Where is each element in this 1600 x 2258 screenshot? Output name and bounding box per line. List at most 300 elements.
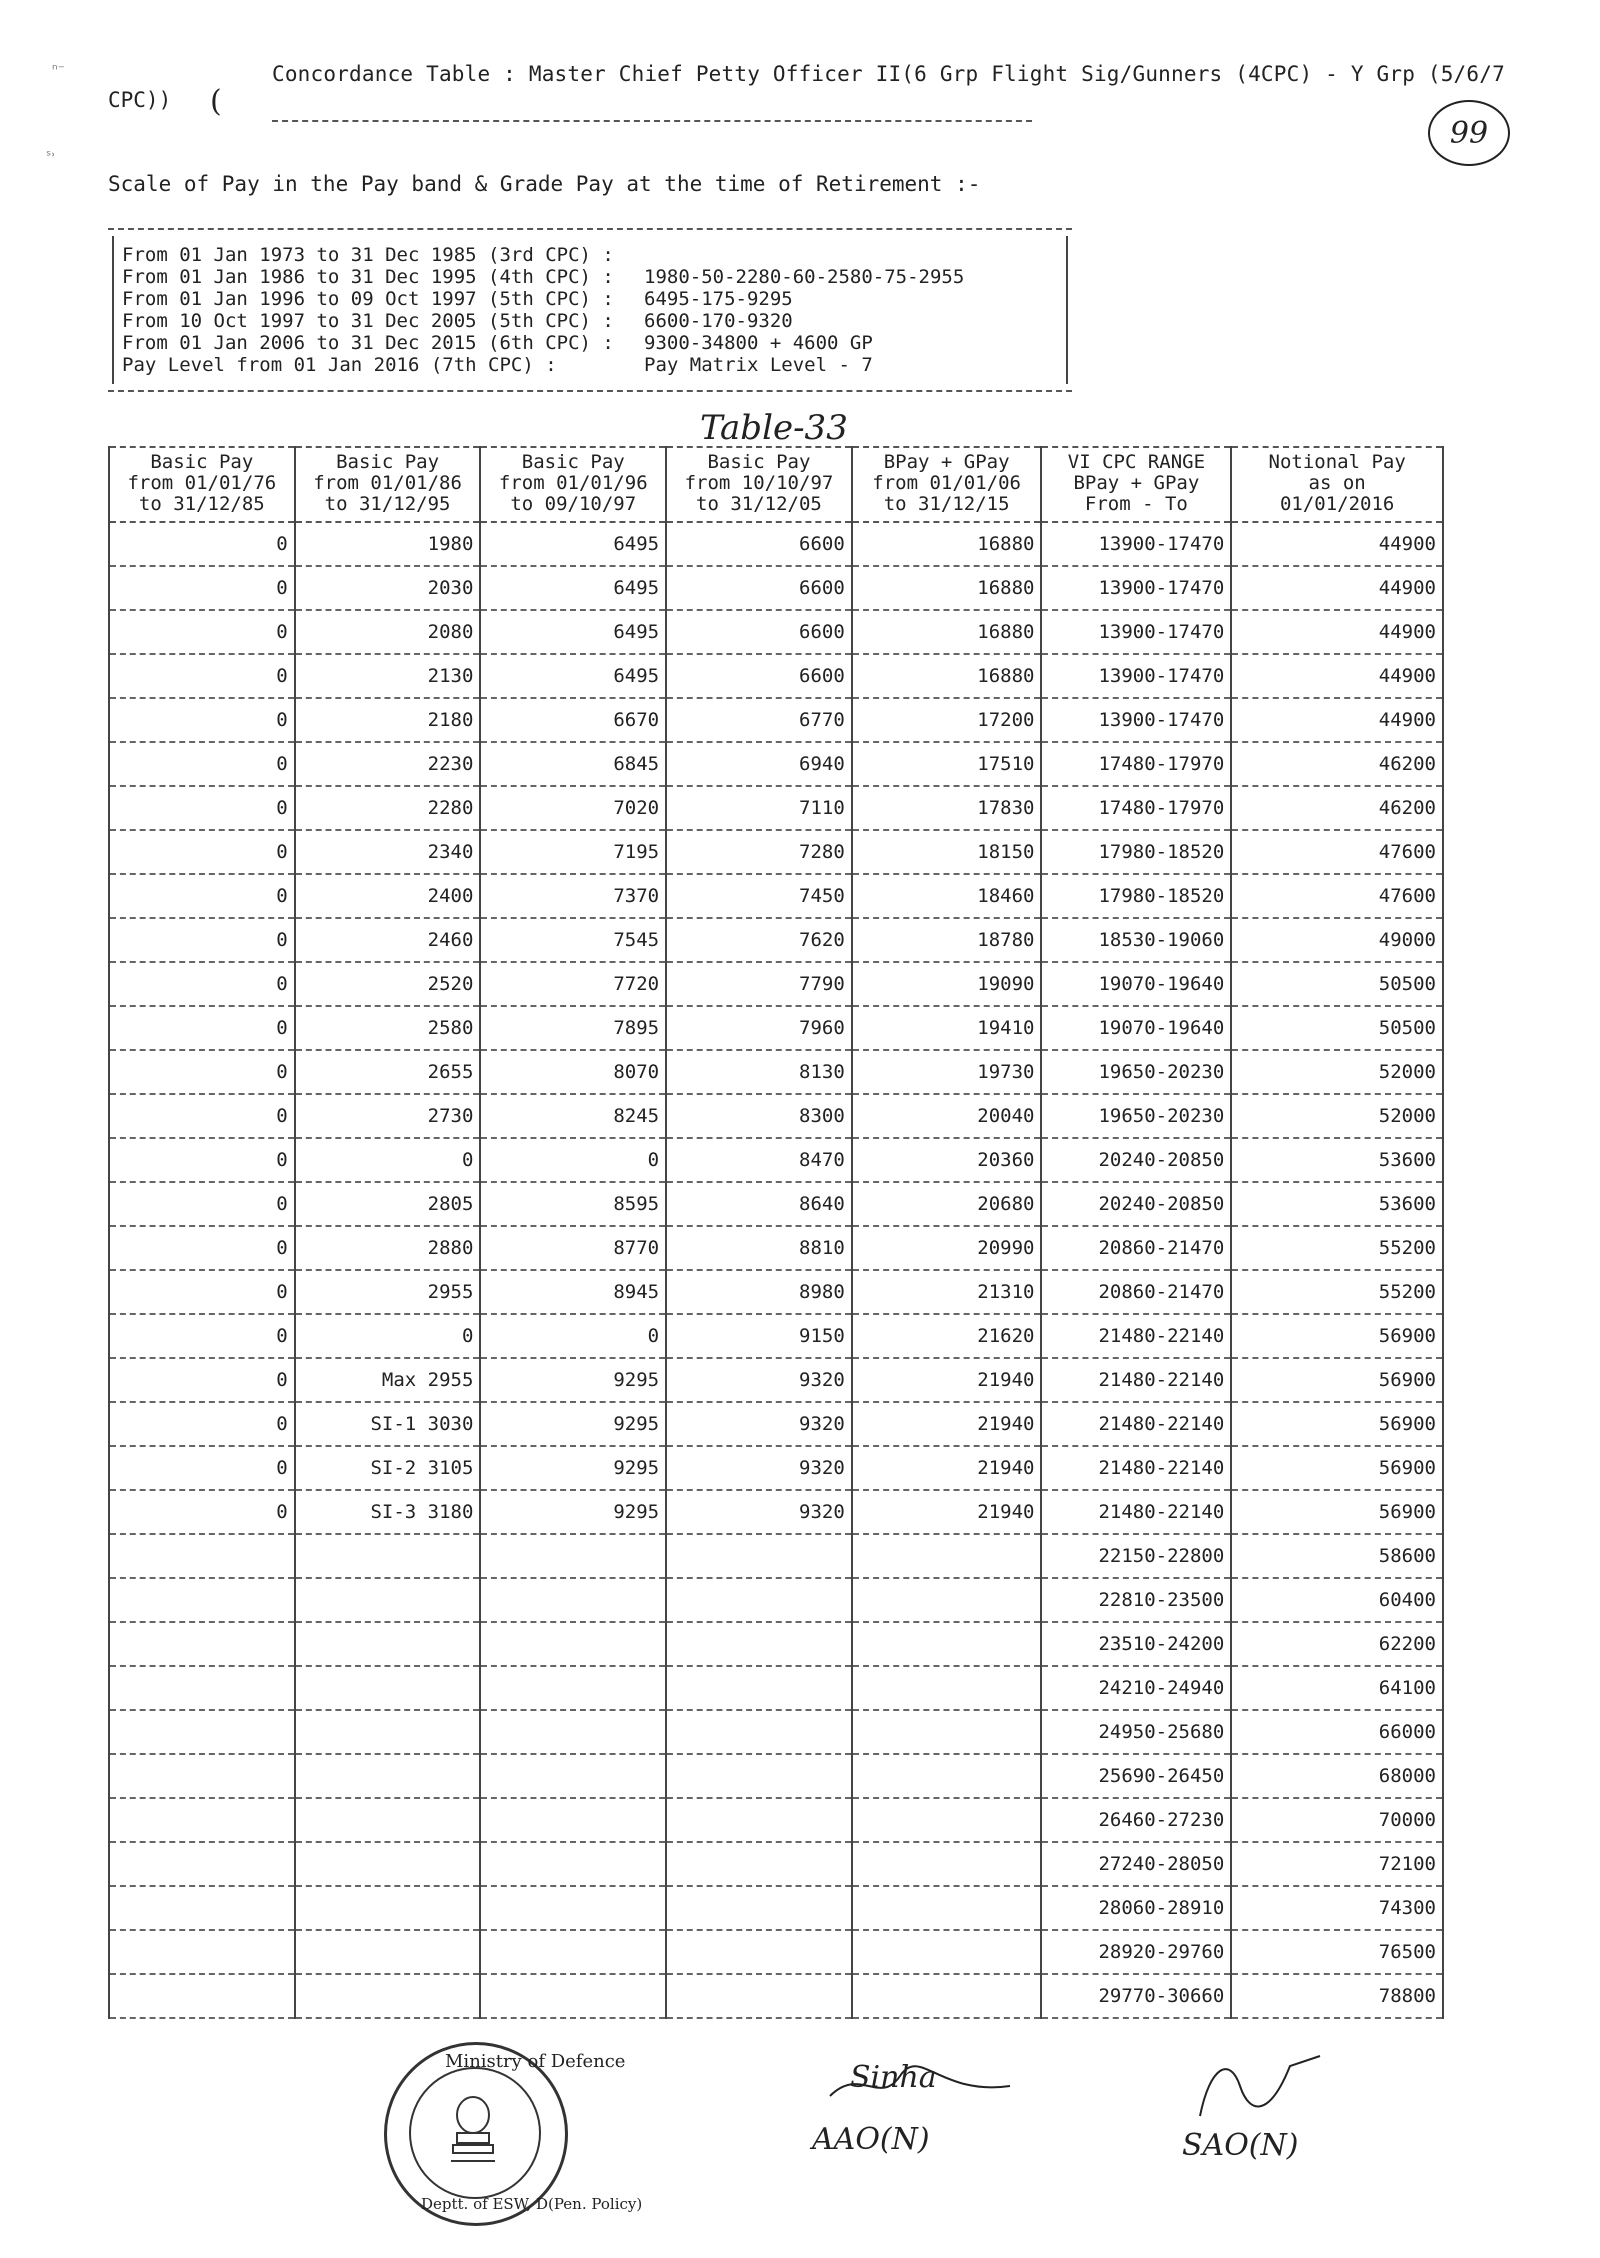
column-header-line: to 31/12/85: [138, 493, 265, 515]
table-cell: 24210-24940: [1041, 1666, 1231, 1710]
table-cell: 22150-22800: [1041, 1534, 1231, 1578]
table-row: [109, 698, 1443, 742]
table-cell: 13900-17470: [1041, 566, 1231, 610]
scale-heading: Scale of Pay in the Pay band & Grade Pay at the time of Retirement :-: [108, 172, 981, 196]
table-cell: 6495: [480, 566, 666, 610]
column-header-line: to 09/10/97: [510, 493, 637, 515]
column-header: [480, 447, 666, 522]
signature-2-designation: SAO(N): [1182, 2128, 1299, 2163]
table-cell: [852, 1886, 1042, 1930]
table-cell: 21940: [852, 1358, 1042, 1402]
table-cell: 0: [109, 566, 295, 610]
table-cell: 44900: [1231, 610, 1443, 654]
column-header-line: BPay + GPay: [883, 451, 1010, 473]
column-header: [666, 447, 852, 522]
table-cell: 20360: [852, 1138, 1042, 1182]
table-cell: 20240-20850: [1041, 1138, 1231, 1182]
table-cell: [480, 1710, 666, 1754]
table-row: [109, 522, 1443, 566]
table-cell: 17200: [852, 698, 1042, 742]
table-cell: 0: [109, 1094, 295, 1138]
table-row: [109, 1534, 1443, 1578]
column-header-line: from 01/01/86: [313, 472, 462, 494]
table-cell: 66000: [1231, 1710, 1443, 1754]
table-cell: [295, 1666, 481, 1710]
table-cell: 7370: [480, 874, 666, 918]
table-cell: 22810-23500: [1041, 1578, 1231, 1622]
column-header-line: Basic Pay: [336, 451, 440, 473]
table-cell: 21480-22140: [1041, 1402, 1231, 1446]
table-cell: 2080: [295, 610, 481, 654]
table-cell: 2580: [295, 1006, 481, 1050]
column-header-line: 01/01/2016: [1279, 493, 1395, 515]
table-row: [109, 1358, 1443, 1402]
table-cell: 50500: [1231, 1006, 1443, 1050]
table-cell: 44900: [1231, 698, 1443, 742]
table-row: [109, 1578, 1443, 1622]
table-cell: 2280: [295, 786, 481, 830]
table-cell: [109, 1798, 295, 1842]
table-cell: 9320: [666, 1490, 852, 1534]
table-row: [109, 1270, 1443, 1314]
table-cell: 17480-17970: [1041, 742, 1231, 786]
table-cell: 7720: [480, 962, 666, 1006]
table-cell: 17980-18520: [1041, 830, 1231, 874]
table-cell: 0: [109, 1358, 295, 1402]
table-cell: 7110: [666, 786, 852, 830]
table-row: [109, 918, 1443, 962]
column-header-line: to 31/12/05: [696, 493, 822, 515]
table-cell: [666, 1622, 852, 1666]
table-body: [109, 522, 1443, 2018]
page-number: 99: [1428, 100, 1510, 166]
table-cell: 18150: [852, 830, 1042, 874]
table-cell: 13900-17470: [1041, 654, 1231, 698]
table-cell: 7020: [480, 786, 666, 830]
table-cell: 27240-28050: [1041, 1842, 1231, 1886]
table-row: [109, 1094, 1443, 1138]
table-cell: 78800: [1231, 1974, 1443, 2018]
table-cell: 0: [295, 1314, 481, 1358]
table-row: [109, 1446, 1443, 1490]
table-cell: 21940: [852, 1402, 1042, 1446]
table-cell: 8130: [666, 1050, 852, 1094]
table-cell: 21480-22140: [1041, 1446, 1231, 1490]
table-cell: 0: [480, 1314, 666, 1358]
table-cell: 2030: [295, 566, 481, 610]
table-row: [109, 830, 1443, 874]
table-cell: 50500: [1231, 962, 1443, 1006]
table-cell: 0: [109, 1314, 295, 1358]
table-cell: 44900: [1231, 566, 1443, 610]
table-cell: [480, 1886, 666, 1930]
table-cell: [109, 1974, 295, 2018]
table-cell: 55200: [1231, 1226, 1443, 1270]
table-row: [109, 1710, 1443, 1754]
cpc-row: Pay Level from 01 Jan 2016 (7th CPC) : Pay Matrix Level - 7: [122, 354, 873, 376]
table-cell: 17480-17970: [1041, 786, 1231, 830]
table-cell: 0: [109, 874, 295, 918]
table-cell: [666, 1842, 852, 1886]
table-cell: 13900-17470: [1041, 522, 1231, 566]
table-cell: 20680: [852, 1182, 1042, 1226]
table-cell: 0: [109, 918, 295, 962]
table-cell: 8640: [666, 1182, 852, 1226]
table-cell: 52000: [1231, 1094, 1443, 1138]
table-cell: 9320: [666, 1402, 852, 1446]
table-cell: 24950-25680: [1041, 1710, 1231, 1754]
table-cell: [295, 1622, 481, 1666]
table-cell: 70000: [1231, 1798, 1443, 1842]
signature-2-scribble: [1180, 2046, 1330, 2126]
table-cell: [852, 1710, 1042, 1754]
table-cell: 16880: [852, 566, 1042, 610]
table-cell: [666, 1666, 852, 1710]
emblem-icon: [443, 2093, 503, 2169]
column-header-line: from 10/10/97: [684, 472, 834, 494]
table-cell: 68000: [1231, 1754, 1443, 1798]
table-cell: 0: [109, 522, 295, 566]
cpc-row: From 01 Jan 1986 to 31 Dec 1995 (4th CPC) : 1980-50-2280-60-2580-75-2955: [122, 266, 965, 288]
column-header-line: Basic Pay: [521, 451, 625, 473]
table-cell: [480, 1974, 666, 2018]
table-row: [109, 566, 1443, 610]
title-underline: [272, 120, 1032, 122]
table-cell: [295, 1534, 481, 1578]
table-cell: 21310: [852, 1270, 1042, 1314]
table-cell: [295, 1710, 481, 1754]
margin-mark: ˢ˒: [46, 148, 56, 164]
column-header-line: to 31/12/15: [883, 493, 1010, 515]
table-header-row: [109, 447, 1443, 522]
table-cell: SI-1 3030: [295, 1402, 481, 1446]
table-cell: 2180: [295, 698, 481, 742]
table-cell: 0: [480, 1138, 666, 1182]
table-cell: [852, 1534, 1042, 1578]
page-title-continued: CPC)): [108, 88, 172, 112]
table-cell: 8810: [666, 1226, 852, 1270]
signature-1-scribble: [820, 2056, 1020, 2116]
table-cell: [109, 1930, 295, 1974]
table-cell: 9295: [480, 1402, 666, 1446]
table-label: Table-33: [700, 408, 848, 448]
table-cell: 2955: [295, 1270, 481, 1314]
table-cell: 46200: [1231, 742, 1443, 786]
table-cell: [852, 1622, 1042, 1666]
column-header-line: From - To: [1084, 493, 1188, 515]
table-cell: 7450: [666, 874, 852, 918]
table-cell: 6600: [666, 566, 852, 610]
table-cell: 16880: [852, 654, 1042, 698]
table-cell: 19090: [852, 962, 1042, 1006]
table-cell: 8945: [480, 1270, 666, 1314]
table-cell: 0: [109, 1050, 295, 1094]
table-cell: 0: [109, 1138, 295, 1182]
table-cell: 9150: [666, 1314, 852, 1358]
box-left-border: [112, 236, 114, 384]
column-header-line: VI CPC RANGE: [1067, 451, 1206, 473]
table-cell: 0: [109, 742, 295, 786]
table-cell: 7280: [666, 830, 852, 874]
table-cell: [109, 1534, 295, 1578]
table-cell: [852, 1798, 1042, 1842]
column-header-line: as on: [1308, 472, 1366, 494]
table-row: [109, 1314, 1443, 1358]
table-cell: 8770: [480, 1226, 666, 1270]
table-cell: 46200: [1231, 786, 1443, 830]
table-row: [109, 962, 1443, 1006]
table-cell: 6600: [666, 654, 852, 698]
table-cell: 2400: [295, 874, 481, 918]
column-header: [109, 447, 295, 522]
table-cell: 18460: [852, 874, 1042, 918]
table-cell: 6495: [480, 522, 666, 566]
table-row: [109, 1050, 1443, 1094]
table-cell: 28920-29760: [1041, 1930, 1231, 1974]
table-cell: 20240-20850: [1041, 1182, 1231, 1226]
table-cell: [480, 1578, 666, 1622]
table-row: [109, 786, 1443, 830]
table-cell: [666, 1754, 852, 1798]
column-header-line: Notional Pay: [1268, 451, 1406, 473]
table-row: [109, 610, 1443, 654]
table-cell: 56900: [1231, 1490, 1443, 1534]
table-row: [109, 1226, 1443, 1270]
table-cell: [666, 1534, 852, 1578]
table-cell: [109, 1666, 295, 1710]
table-cell: 58600: [1231, 1534, 1443, 1578]
table-cell: 6600: [666, 610, 852, 654]
table-cell: [852, 1578, 1042, 1622]
table-cell: 2805: [295, 1182, 481, 1226]
table-cell: [109, 1622, 295, 1666]
table-cell: 55200: [1231, 1270, 1443, 1314]
table-row: [109, 742, 1443, 786]
table-cell: 16880: [852, 610, 1042, 654]
table-cell: 8245: [480, 1094, 666, 1138]
cpc-range-box: [108, 228, 1072, 392]
table-cell: 6845: [480, 742, 666, 786]
table-cell: 0: [109, 610, 295, 654]
table-cell: [295, 1886, 481, 1930]
table-cell: 28060-28910: [1041, 1886, 1231, 1930]
column-header-line: to 31/12/95: [324, 493, 451, 515]
cpc-row: From 01 Jan 1996 to 09 Oct 1997 (5th CPC) : 6495-175-9295: [122, 288, 793, 310]
table-cell: [852, 1842, 1042, 1886]
column-header-line: from 01/01/06: [872, 472, 1021, 494]
table-cell: 62200: [1231, 1622, 1443, 1666]
table-cell: 13900-17470: [1041, 610, 1231, 654]
table-cell: 18530-19060: [1041, 918, 1231, 962]
column-header: [1041, 447, 1231, 522]
table-cell: [295, 1578, 481, 1622]
table-cell: 9320: [666, 1446, 852, 1490]
table-cell: 8980: [666, 1270, 852, 1314]
table-cell: 47600: [1231, 830, 1443, 874]
box-right-border: [1066, 236, 1068, 384]
table-cell: 56900: [1231, 1358, 1443, 1402]
cpc-row: From 01 Jan 2006 to 31 Dec 2015 (6th CPC) : 9300-34800 + 4600 GP: [122, 332, 873, 354]
column-header: [852, 447, 1042, 522]
table-cell: 76500: [1231, 1930, 1443, 1974]
table-cell: 56900: [1231, 1314, 1443, 1358]
table-cell: 21940: [852, 1446, 1042, 1490]
table-cell: 21480-22140: [1041, 1358, 1231, 1402]
table-cell: [480, 1842, 666, 1886]
table-cell: 19410: [852, 1006, 1042, 1050]
table-cell: [666, 1974, 852, 2018]
table-cell: 74300: [1231, 1886, 1443, 1930]
table-cell: 21940: [852, 1490, 1042, 1534]
table-cell: SI-3 3180: [295, 1490, 481, 1534]
table-cell: 6670: [480, 698, 666, 742]
table-cell: [666, 1798, 852, 1842]
table-cell: 19730: [852, 1050, 1042, 1094]
table-cell: 21480-22140: [1041, 1490, 1231, 1534]
table-cell: [666, 1578, 852, 1622]
table-cell: 0: [295, 1138, 481, 1182]
table-cell: 6600: [666, 522, 852, 566]
table-cell: [295, 1974, 481, 2018]
table-cell: 52000: [1231, 1050, 1443, 1094]
table-cell: 7545: [480, 918, 666, 962]
table-cell: SI-2 3105: [295, 1446, 481, 1490]
table-cell: 0: [109, 962, 295, 1006]
table-cell: 16880: [852, 522, 1042, 566]
table-cell: 0: [109, 1490, 295, 1534]
table-cell: 19650-20230: [1041, 1094, 1231, 1138]
column-header-line: from 01/01/96: [498, 472, 648, 494]
table-cell: 2730: [295, 1094, 481, 1138]
table-cell: 8300: [666, 1094, 852, 1138]
table-cell: 49000: [1231, 918, 1443, 962]
table-cell: 17830: [852, 786, 1042, 830]
table-cell: 19070-19640: [1041, 962, 1231, 1006]
table-cell: [666, 1930, 852, 1974]
table-cell: 9295: [480, 1490, 666, 1534]
table-cell: [480, 1534, 666, 1578]
table-row: [109, 1930, 1443, 1974]
stamp-bottom-text: Deptt. of ESW, D(Pen. Policy): [421, 2195, 643, 2213]
table-cell: 21480-22140: [1041, 1314, 1231, 1358]
table-row: [109, 1490, 1443, 1534]
table-cell: 25690-26450: [1041, 1754, 1231, 1798]
table-cell: [295, 1798, 481, 1842]
table-cell: 0: [109, 830, 295, 874]
table-row: [109, 1402, 1443, 1446]
table-row: [109, 1006, 1443, 1050]
table-cell: 6940: [666, 742, 852, 786]
column-header-line: BPay + GPay: [1073, 472, 1200, 494]
column-header-line: Basic Pay: [707, 451, 811, 473]
table-cell: 1980: [295, 522, 481, 566]
table-cell: 0: [109, 1226, 295, 1270]
concordance-table: [108, 446, 1444, 2019]
table-cell: 47600: [1231, 874, 1443, 918]
table-cell: 2230: [295, 742, 481, 786]
table-row: [109, 1182, 1443, 1226]
ministry-stamp: [384, 2042, 643, 2226]
table-cell: [109, 1886, 295, 1930]
table-cell: [109, 1578, 295, 1622]
table-cell: 7960: [666, 1006, 852, 1050]
table-cell: [666, 1710, 852, 1754]
table-cell: 23510-24200: [1041, 1622, 1231, 1666]
table-cell: 60400: [1231, 1578, 1443, 1622]
table-cell: 72100: [1231, 1842, 1443, 1886]
table-cell: [480, 1798, 666, 1842]
table-cell: 64100: [1231, 1666, 1443, 1710]
table-cell: [480, 1666, 666, 1710]
signature-1-name: Sinha: [850, 2060, 937, 2095]
table-cell: 8595: [480, 1182, 666, 1226]
table-cell: 20860-21470: [1041, 1270, 1231, 1314]
cpc-row: From 01 Jan 1973 to 31 Dec 1985 (3rd CPC) :: [122, 244, 614, 266]
table-cell: 7790: [666, 962, 852, 1006]
table-row: [109, 1842, 1443, 1886]
table-cell: 53600: [1231, 1182, 1443, 1226]
table-cell: [480, 1930, 666, 1974]
table-cell: 9295: [480, 1358, 666, 1402]
table-cell: 2340: [295, 830, 481, 874]
bracket-mark: (: [210, 84, 222, 119]
table-cell: 44900: [1231, 522, 1443, 566]
table-cell: [295, 1754, 481, 1798]
table-cell: 6770: [666, 698, 852, 742]
table-row: [109, 1138, 1443, 1182]
table-cell: 20860-21470: [1041, 1226, 1231, 1270]
table-cell: 18780: [852, 918, 1042, 962]
cpc-row: From 10 Oct 1997 to 31 Dec 2005 (5th CPC) : 6600-170-9320: [122, 310, 793, 332]
column-header-line: from 01/01/76: [127, 472, 277, 494]
table-row: [109, 1622, 1443, 1666]
table-cell: 2130: [295, 654, 481, 698]
table-cell: 17510: [852, 742, 1042, 786]
table-cell: [295, 1930, 481, 1974]
table-cell: 20040: [852, 1094, 1042, 1138]
table-row: [109, 1754, 1443, 1798]
table-cell: [852, 1754, 1042, 1798]
table-cell: 8070: [480, 1050, 666, 1094]
table-cell: 7195: [480, 830, 666, 874]
table-cell: [852, 1666, 1042, 1710]
table-row: [109, 874, 1443, 918]
table-cell: [109, 1754, 295, 1798]
table-cell: [109, 1710, 295, 1754]
table-cell: 0: [109, 1270, 295, 1314]
table-cell: 0: [109, 698, 295, 742]
stamp-top-text: Ministry of Defence: [445, 2051, 626, 2072]
table-cell: 0: [109, 1006, 295, 1050]
table-cell: 2880: [295, 1226, 481, 1270]
table-cell: [852, 1974, 1042, 2018]
table-cell: [852, 1930, 1042, 1974]
table-row: [109, 654, 1443, 698]
table-cell: 2520: [295, 962, 481, 1006]
table-cell: 0: [109, 654, 295, 698]
table-cell: 7620: [666, 918, 852, 962]
table-cell: 44900: [1231, 654, 1443, 698]
table-cell: 56900: [1231, 1446, 1443, 1490]
table-cell: [295, 1842, 481, 1886]
table-cell: [480, 1754, 666, 1798]
table-cell: 56900: [1231, 1402, 1443, 1446]
table-cell: 20990: [852, 1226, 1042, 1270]
table-row: [109, 1974, 1443, 2018]
table-cell: 53600: [1231, 1138, 1443, 1182]
page-title: Concordance Table : Master Chief Petty Officer II(6 Grp Flight Sig/Gunners (4CPC) - Y Grp (5/6/7: [272, 62, 1505, 86]
table-cell: 6495: [480, 654, 666, 698]
